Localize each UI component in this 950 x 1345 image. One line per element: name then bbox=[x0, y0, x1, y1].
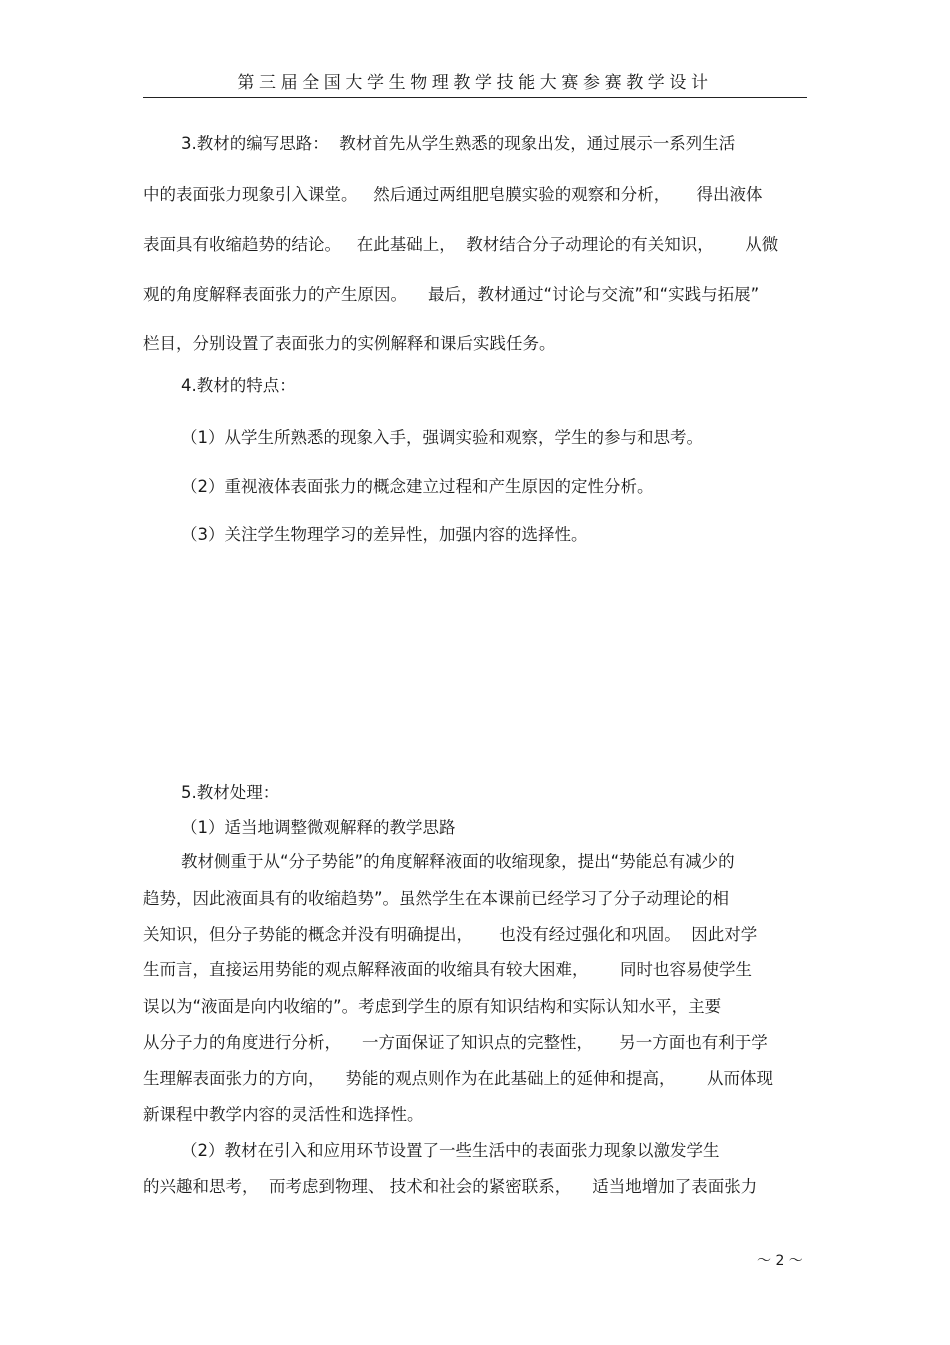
subsection-heading: （1）适当地调整微观解释的教学思路 bbox=[181, 818, 456, 837]
body-line: 新课程中教学内容的灵活性和选择性。 bbox=[143, 1105, 424, 1124]
header-divider bbox=[143, 97, 807, 98]
body-line: 误以为“液面是向内收缩的”。考虑到学生的原有知识结构和实际认知水平，主要 bbox=[143, 997, 722, 1016]
page-header-title: 第三届全国大学生物理教学技能大赛参赛教学设计 bbox=[237, 73, 713, 93]
body-line: 关知识，但分子势能的概念并没有明确提出， 也没有经过强化和巩固。 因此对学 bbox=[143, 925, 758, 944]
section-heading: 4.教材的特点： bbox=[181, 376, 296, 395]
body-line: 3.教材的编写思路： 教材首先从学生熟悉的现象出发，通过展示一系列生活 bbox=[181, 134, 736, 153]
body-line: 的兴趣和思考， 而考虑到物理、 技术和社会的紧密联系， 适当地增加了表面张力 bbox=[143, 1177, 758, 1196]
body-line: 中的表面张力现象引入课堂。 然后通过两组肥皂膜实验的观察和分析， 得出液体 bbox=[143, 185, 763, 204]
list-item: （3）关注学生物理学习的差异性，加强内容的选择性。 bbox=[181, 525, 588, 544]
body-line: 生而言，直接运用势能的观点解释液面的收缩具有较大困难， 同时也容易使学生 bbox=[143, 960, 752, 979]
body-line: 表面具有收缩趋势的结论。 在此基础上， 教材结合分子动理论的有关知识， 从微 bbox=[143, 235, 779, 254]
body-line: （2）教材在引入和应用环节设置了一些生活中的表面张力现象以激发学生 bbox=[181, 1141, 720, 1160]
body-line: 趋势，因此液面具有的收缩趋势”。虽然学生在本课前已经学习了分子动理论的相 bbox=[143, 889, 730, 908]
body-line: 栏目，分别设置了表面张力的实例解释和课后实践任务。 bbox=[143, 334, 556, 353]
list-item: （2）重视液体表面张力的概念建立过程和产生原因的定性分析。 bbox=[181, 477, 654, 496]
body-line: 生理解表面张力的方向， 势能的观点则作为在此基础上的延伸和提高， 从而体现 bbox=[143, 1069, 773, 1088]
page-number: ～ 2 ～ bbox=[757, 1253, 803, 1269]
body-line: 观的角度解释表面张力的产生原因。 最后，教材通过“讨论与交流”和“实践与拓展” bbox=[143, 285, 760, 304]
body-line: 从分子力的角度进行分析， 一方面保证了知识点的完整性， 另一方面也有利于学 bbox=[143, 1033, 768, 1052]
list-item: （1）从学生所熟悉的现象入手，强调实验和观察，学生的参与和思考。 bbox=[181, 428, 703, 447]
section-heading: 5.教材处理： bbox=[181, 783, 280, 802]
body-line: 教材侧重于从“分子势能”的角度解释液面的收缩现象，提出“势能总有减少的 bbox=[181, 852, 735, 871]
